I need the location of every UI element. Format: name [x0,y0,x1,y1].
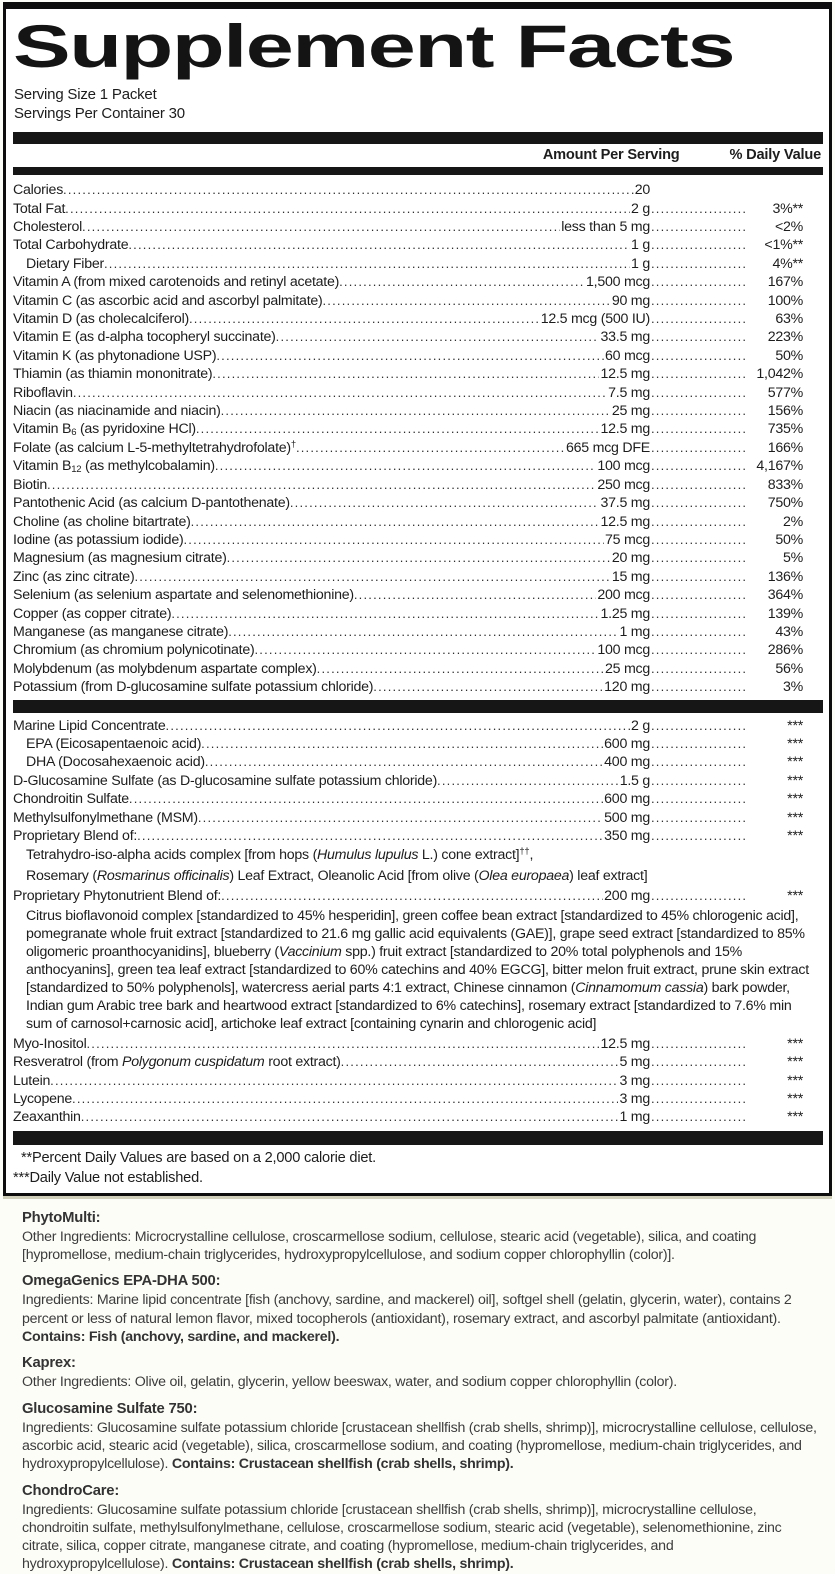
leader-dots [63,181,634,199]
nutrient-row [13,549,823,567]
nutrient-daily-value: *** [787,735,803,752]
leader-dots [196,420,600,438]
nutrient-name: Niacin (as niacinamide and niacin) [13,403,221,420]
nutrient-name: Folate (as calcium L-5-methyltetrahydrofolate)† [13,438,296,456]
leader-dots [651,549,747,567]
nutrient-amount: 12.5 mg [600,421,650,438]
nutrient-daily-value: 286% [767,642,803,659]
leader-dots [104,255,630,273]
nutrient-amount: 600 mg [604,735,650,752]
nutrient-row [13,1035,823,1053]
nutrient-row [13,605,823,623]
nutrient-name: EPA (Eicosapentaenoic acid) [26,735,202,752]
ingredient-section-body: Ingredients: Marine lipid concentrate [fish (anchovy, sardine, and mackerel) oil], softgel shell (gelatin, glycerin, water), contains 2 percent or less of natural lemon flavor, mixed tocopherols (antioxidant), rosemary extract, and ascorbyl palmitate (antioxidant). Contains: Fish (anchovy, sardine, and mackerel). [22,1292,792,1346]
nutrient-daily-value: 3%** [772,200,803,217]
leader-dots [651,457,747,475]
nutrient-name: Lutein [13,1072,51,1089]
leader-dots [651,476,747,494]
leader-dots [651,531,747,549]
leader-dots [651,623,747,641]
nutrient-daily-value: 833% [767,476,803,493]
nutrient-name: Methylsulfonylmethane (MSM) [13,809,198,826]
nutrient-amount: 120 mg [604,679,650,696]
nutrient-amount: 75 mcg [604,531,650,548]
nutrient-daily-value: 56% [775,660,803,677]
nutrient-row [13,476,823,494]
nutrient-daily-value: *** [787,1035,803,1052]
leader-dots [296,439,565,457]
leader-dots [134,568,610,586]
nutrient-name: Proprietary Phytonutrient Blend of: [13,888,222,905]
nutrient-row [13,328,823,346]
nutrient-daily-value: *** [787,754,803,771]
nutrient-row [13,660,823,678]
leader-dots [651,1053,747,1071]
nutrient-amount: 3 mg [619,1072,650,1089]
nutrient-name: Biotin [13,476,47,493]
nutrient-name: Vitamin D (as cholecalciferol) [13,311,189,328]
nutrient-amount: 25 mg [611,403,650,420]
leader-dots [651,494,747,512]
nutrient-amount: 250 mcg [597,476,650,493]
nutrient-daily-value: *** [787,809,803,826]
leader-dots [651,1035,747,1053]
nutrient-row [13,887,823,905]
ingredient-section-heading: PhytoMulti: [22,1209,101,1226]
nutrient-row [13,310,823,328]
leader-dots [651,1090,747,1108]
nutrient-amount: 2 g [631,717,650,734]
nutrient-name: Selenium (as selenium aspartate and selenomethionine) [13,587,354,604]
nutrient-amount: 7.5 mg [608,384,650,401]
leader-dots [651,790,747,808]
nutrient-name: Manganese (as manganese citrate) [13,623,229,640]
leader-dots [651,310,747,328]
nutrient-name: Magnesium (as magnesium citrate) [13,550,227,567]
leader-dots [339,273,585,291]
nutrient-amount: 90 mg [611,292,650,309]
nutrient-name: Vitamin E (as d-alpha tocopheryl succinate) [13,329,276,346]
leader-dots [137,827,603,845]
leader-dots [651,1108,747,1126]
nutrient-row [13,586,823,604]
nutrient-daily-value: 50% [775,347,803,364]
nutrient-name: DHA (Docosahexaenoic acid) [26,754,205,771]
nutrient-amount: 1 mg [619,623,650,640]
leader-dots [651,200,747,218]
nutrient-amount: 600 mg [604,791,650,808]
nutrient-name: Thiamin (as thiamin mononitrate) [13,366,213,383]
ingredient-section [22,1400,819,1474]
nutrient-name: Molybdenum (as molybdenum aspartate complex) [13,660,317,677]
leader-dots [50,1072,618,1090]
nutrient-row [13,365,823,383]
nutrient-row [13,772,823,790]
leader-dots [651,772,747,790]
leader-dots [651,513,747,531]
leader-dots [72,1090,618,1108]
nutrient-name: Potassium (from D-glucosamine sulfate potassium chloride) [13,679,374,696]
nutrient-name: Copper (as copper citrate) [13,605,172,622]
nutrient-daily-value: 3% [782,679,803,696]
nutrient-daily-value: 156% [767,403,803,420]
nutrient-name: D-Glucosamine Sulfate (as D-glucosamine sulfate potassium chloride) [13,772,438,789]
nutrient-amount: 3 mg [619,1091,650,1108]
nutrient-name: Vitamin A (from mixed carotenoids and retinyl acetate) [13,274,340,291]
ingredient-section-body: Ingredients: Glucosamine sulfate potassium chloride [crustacean shellfish (crab shells, shrimp)], microcrystalline cellulose, chondroitin sulfate, methylsulfonylmethane, cellulose, croscarmellose sodium, stearic acid (vegetable), selenomethionine, zinc citrate, silica, copper citrate, manganese citrate, and coating (hypromellose, medium-chain triglycerides, and hydroxypropylcellulose). Contains: Crustacean shellfish (crab shells, shrimp). [22,1501,782,1573]
nutrient-amount: 200 mcg [597,587,650,604]
nutrient-row [13,384,823,402]
nutrient-daily-value: 4%** [772,255,803,272]
ingredient-section-heading: Glucosamine Sulfate 750: [22,1400,198,1417]
divider-bar-header [13,167,823,175]
nutrient-name: Vitamin $B_6$ (as pyridoxine HCl) [13,421,196,439]
leader-dots [651,402,747,420]
nutrient-daily-value: 4,167% [756,458,803,475]
leader-dots [73,384,607,402]
ingredient-section-body: Ingredients: Glucosamine sulfate potassium chloride [crustacean shellfish (crab shells, shrimp)], microcrystalline cellulose, cellulose, ascorbic acid, stearic acid (vegetable), silica, croscarmellose sodium, and coating (hypromellose, medium-chain triglycerides, and hydroxypropylcellulose). Contains: Crustacean shellfish (crab shells, shrimp). [22,1419,817,1473]
nutrient-name: Zinc (as zinc citrate) [13,568,135,585]
leader-dots [221,887,603,905]
leader-dots [651,887,747,905]
nutrient-name: Vitamin $B_{12}$ (as methylcobalamin) [13,458,215,476]
leader-dots [227,549,611,567]
nutrient-row [13,255,823,273]
nutrient-daily-value: *** [787,1109,803,1126]
nutrient-row [13,457,823,475]
leader-dots [651,255,747,273]
leader-dots [215,457,597,475]
nutrient-row [13,678,823,696]
leader-dots [65,200,630,218]
nutrient-daily-value: 100% [767,292,803,309]
nutrient-name: Vitamin K (as phytonadione USP) [13,347,217,364]
leader-dots [171,605,599,623]
leader-dots [651,735,747,753]
nutrient-row [13,420,823,438]
nutrient-amount: 15 mg [611,568,650,585]
divider-bar-middle [13,700,823,713]
nutrient-amount: 500 mg [604,809,650,826]
nutrient-row [13,568,823,586]
nutrient-table [13,179,823,696]
nutrient-amount: 12.5 mg [600,366,650,383]
nutrient-name: Lycopene [13,1091,73,1108]
ingredient-section [22,1209,819,1265]
nutrient-name: Choline (as choline bitartrate) [13,513,191,530]
nutrient-row [13,218,823,236]
nutrient-name: Total Carbohydrate [13,237,129,254]
nutrient-daily-value: *** [787,717,803,734]
nutrient-daily-value: 50% [775,531,803,548]
leader-dots [205,753,603,771]
nutrient-amount: 665 mcg DFE [566,439,650,456]
leader-dots [81,1108,619,1126]
nutrient-name: Cholesterol [13,219,83,235]
nutrient-row [13,513,823,531]
nutrient-name: Calories [13,182,64,199]
leader-dots [166,717,631,735]
nutrient-amount: 1 g [631,255,650,272]
nutrient-amount: 100 mcg [597,458,650,475]
leader-dots [323,292,611,310]
nutrient-daily-value: 735% [767,421,803,438]
nutrient-row [13,1108,823,1126]
footnote-daily-values: **Percent Daily Values are based on a 2,000 calorie diet. [21,1149,377,1166]
leader-dots [651,753,747,771]
nutrient-name: Riboflavin [13,384,73,401]
leader-dots [651,809,747,827]
nutrient-amount: 400 mg [604,754,650,771]
leader-dots [651,218,747,236]
nutrient-row [13,623,823,641]
leader-dots [198,809,603,827]
serving-size: Serving Size 1 Packet [14,86,157,104]
nutrient-amount: 20 mg [611,550,650,567]
nutrient-amount: 12.5 mg [600,513,650,530]
nutrient-row [13,641,823,659]
nutrient-name: Zeaxanthin [13,1109,81,1126]
other-ingredients [0,1196,835,1574]
nutrient-name: Chromium (as chromium polynicotinate) [13,642,255,659]
nutrient-amount: less than 5 mg [561,219,650,235]
nutrient-daily-value: 2% [782,513,803,530]
nutrient-daily-value: 364% [767,587,803,604]
leader-dots [651,660,747,678]
ingredient-section [22,1354,819,1391]
footnotes [13,1148,823,1188]
leader-dots [191,513,600,531]
leader-dots [651,827,747,845]
leader-dots [651,328,747,346]
leader-dots [129,790,603,808]
nutrient-daily-value: 166% [767,439,803,456]
nutrient-name: Pantothenic Acid (as calcium D-pantothenate) [13,495,290,512]
nutrient-daily-value: 750% [767,495,803,512]
nutrient-amount: 1.25 mg [600,605,650,622]
divider-bar-bottom [13,1131,823,1145]
nutrient-daily-value: 167% [767,274,803,291]
leader-dots [128,236,630,254]
nutrient-daily-value: 1,042% [756,366,803,383]
ingredient-section [22,1482,819,1574]
leader-dots [651,273,747,291]
leader-dots [216,347,604,365]
nutrient-amount: 1 mg [619,1109,650,1126]
nutrient-name: Chondroitin Sulfate [13,791,129,808]
leader-dots [651,347,747,365]
nutrient-row [13,439,823,457]
supplement-facts-panel [3,2,832,1196]
leader-dots [82,218,560,236]
leader-dots [651,586,747,604]
leader-dots [651,641,747,659]
nutrient-row [13,236,823,254]
nutrient-row [13,494,823,512]
leader-dots [651,365,747,383]
nutrient-name: Iodine (as potassium iodide) [13,531,184,548]
supplement-table [13,715,823,1127]
blend-description: Citrus bioflavonoid complex [standardized to 45% hesperidin], green coffee bean extract [standardized to 45% chlorogenic acid], pomegranate whole fruit extract [standardized to 21.6 mg gallic acid equivalents (GAE)], grape seed extract [standardized to 85% oligomeric proanthocyanidins], blueberry (Vaccinium spp.) fruit extract [standardized to 20% total polyphenols and 15% anthocyanins], green tea leaf extract [standardized to 60% catechins and 40% EGCG], bitter melon fruit extract, prune skin extract [standardized to 50% polyphenols], watercress aerial parts 4:1 extract, Chinese cinnamon (Cinnamomum cassia) bark powder, Indian gum Arabic tree bark and heartwood extract [standardized to 6% catechins], rosemary extract [standardized to 7.6% min sum of carnosol+carnosic acid], artichoke leaf extract [containing cynarin and chlorogenic acid] [26,907,809,1032]
nutrient-daily-value: 136% [767,568,803,585]
serving-info [14,85,823,123]
nutrient-row [13,735,823,753]
nutrient-row [13,1072,823,1090]
leader-dots [212,365,599,383]
col-daily-value: % Daily Value [729,147,821,164]
leader-dots [651,605,747,623]
ingredient-section [22,1272,819,1346]
leader-dots [651,420,747,438]
nutrient-daily-value: *** [787,1072,803,1089]
nutrient-row [13,1053,823,1071]
servings-per-container: Servings Per Container 30 [14,105,185,123]
col-amount-per-serving: Amount Per Serving [542,147,680,164]
nutrient-row [13,347,823,365]
leader-dots [228,623,618,641]
leader-dots [201,735,603,753]
nutrient-amount: 1,500 mcg [586,274,650,291]
nutrient-daily-value: 43% [775,623,803,640]
leader-dots [651,292,747,310]
nutrient-daily-value: 577% [767,384,803,401]
nutrient-daily-value: *** [787,772,803,789]
nutrient-daily-value: *** [787,791,803,808]
nutrient-name: Resveratrol (from Polygonum cuspidatum root extract) [13,1054,341,1071]
leader-dots [183,531,604,549]
leader-dots [651,568,747,586]
nutrient-amount: 25 mcg [604,660,650,677]
nutrient-daily-value: *** [787,828,803,844]
leader-dots [290,494,600,512]
footnote-not-established: ***Daily Value not established. [13,1169,203,1186]
nutrient-amount: 20 [634,182,650,199]
leader-dots [437,772,619,790]
nutrient-row [13,753,823,771]
nutrient-amount: 12.5 mg [600,1035,650,1052]
nutrient-name: Vitamin C (as ascorbic acid and ascorbyl palmitate) [13,292,323,309]
leader-dots [354,586,596,604]
blend-description: Rosemary (Rosmarinus officinalis) Leaf Extract, Oleanolic Acid [from olive (Olea europaea) leaf extract] [26,868,648,885]
divider-bar-top [13,132,823,144]
leader-dots [341,1053,619,1071]
nutrient-amount: 1.5 g [619,772,650,789]
nutrient-name: Marine Lipid Concentrate [13,717,166,734]
nutrient-row [13,402,823,420]
nutrient-amount: 5 mg [619,1054,650,1071]
nutrient-amount: 33.5 mg [600,329,650,346]
nutrient-daily-value: 223% [767,329,803,346]
nutrient-row [13,1090,823,1108]
nutrient-daily-value: 139% [767,605,803,622]
nutrient-daily-value: *** [787,1054,803,1071]
panel-title: Supplement Facts [13,13,735,80]
nutrient-daily-value: <2% [774,219,803,235]
leader-dots [651,678,747,696]
nutrient-row [13,273,823,291]
leader-dots [86,1035,599,1053]
leader-dots [651,384,747,402]
nutrient-row [13,790,823,808]
leader-dots [651,1072,747,1090]
ingredient-section-heading: ChondroCare: [22,1482,120,1499]
nutrient-amount: 60 mcg [604,347,650,364]
nutrient-row [13,292,823,310]
leader-dots [317,660,604,678]
nutrient-daily-value: 63% [775,311,803,328]
nutrient-name: Dietary Fiber [26,255,104,272]
nutrient-amount: 1 g [631,237,650,254]
leader-dots [373,678,603,696]
nutrient-name: Total Fat [13,200,66,217]
nutrient-row [13,181,823,199]
ingredient-section-heading: Kaprex: [22,1355,76,1372]
nutrient-amount: 200 mg [604,888,650,905]
nutrient-amount: 37.5 mg [600,495,650,512]
leader-dots [651,236,747,254]
nutrient-daily-value: <1%** [764,237,803,254]
blend-description: Tetrahydro-iso-alpha acids complex [from hops (Humulus lupulus L.) cone extract]††, [26,846,534,864]
nutrient-row [13,809,823,827]
leader-dots [47,476,596,494]
nutrient-row [13,827,823,845]
nutrient-row [13,200,823,218]
nutrient-daily-value: 5% [782,550,803,567]
nutrient-amount: 350 mg [604,828,650,844]
nutrient-row [13,531,823,549]
column-headers [13,144,823,167]
leader-dots [651,439,747,457]
nutrient-name: Proprietary Blend of: [13,828,138,844]
leader-dots [189,310,540,328]
ingredient-section-heading: OmegaGenics EPA-DHA 500: [22,1273,221,1290]
nutrient-amount: 100 mcg [597,642,650,659]
ingredient-section-body: Other Ingredients: Microcrystalline cellulose, croscarmellose sodium, cellulose, stearic acid (vegetable), silica, and coating [hypromellose, medium-chain triglycerides, hydroxypropylcellulose, and sodium copper chlorophyllin (color)]. [22,1228,757,1264]
leader-dots [221,402,611,420]
nutrient-name: Myo-Inositol [13,1035,87,1052]
ingredient-section-body: Other Ingredients: Olive oil, gelatin, glycerin, yellow beeswax, water, and sodium copper chlorophyllin (color). [22,1374,677,1391]
nutrient-amount: 2 g [631,200,650,217]
nutrient-row [13,717,823,735]
nutrient-amount: 12.5 mcg (500 IU) [540,311,650,328]
leader-dots [651,717,747,735]
nutrient-daily-value: *** [787,888,803,905]
leader-dots [276,328,600,346]
nutrient-daily-value: *** [787,1091,803,1108]
leader-dots [254,641,596,659]
